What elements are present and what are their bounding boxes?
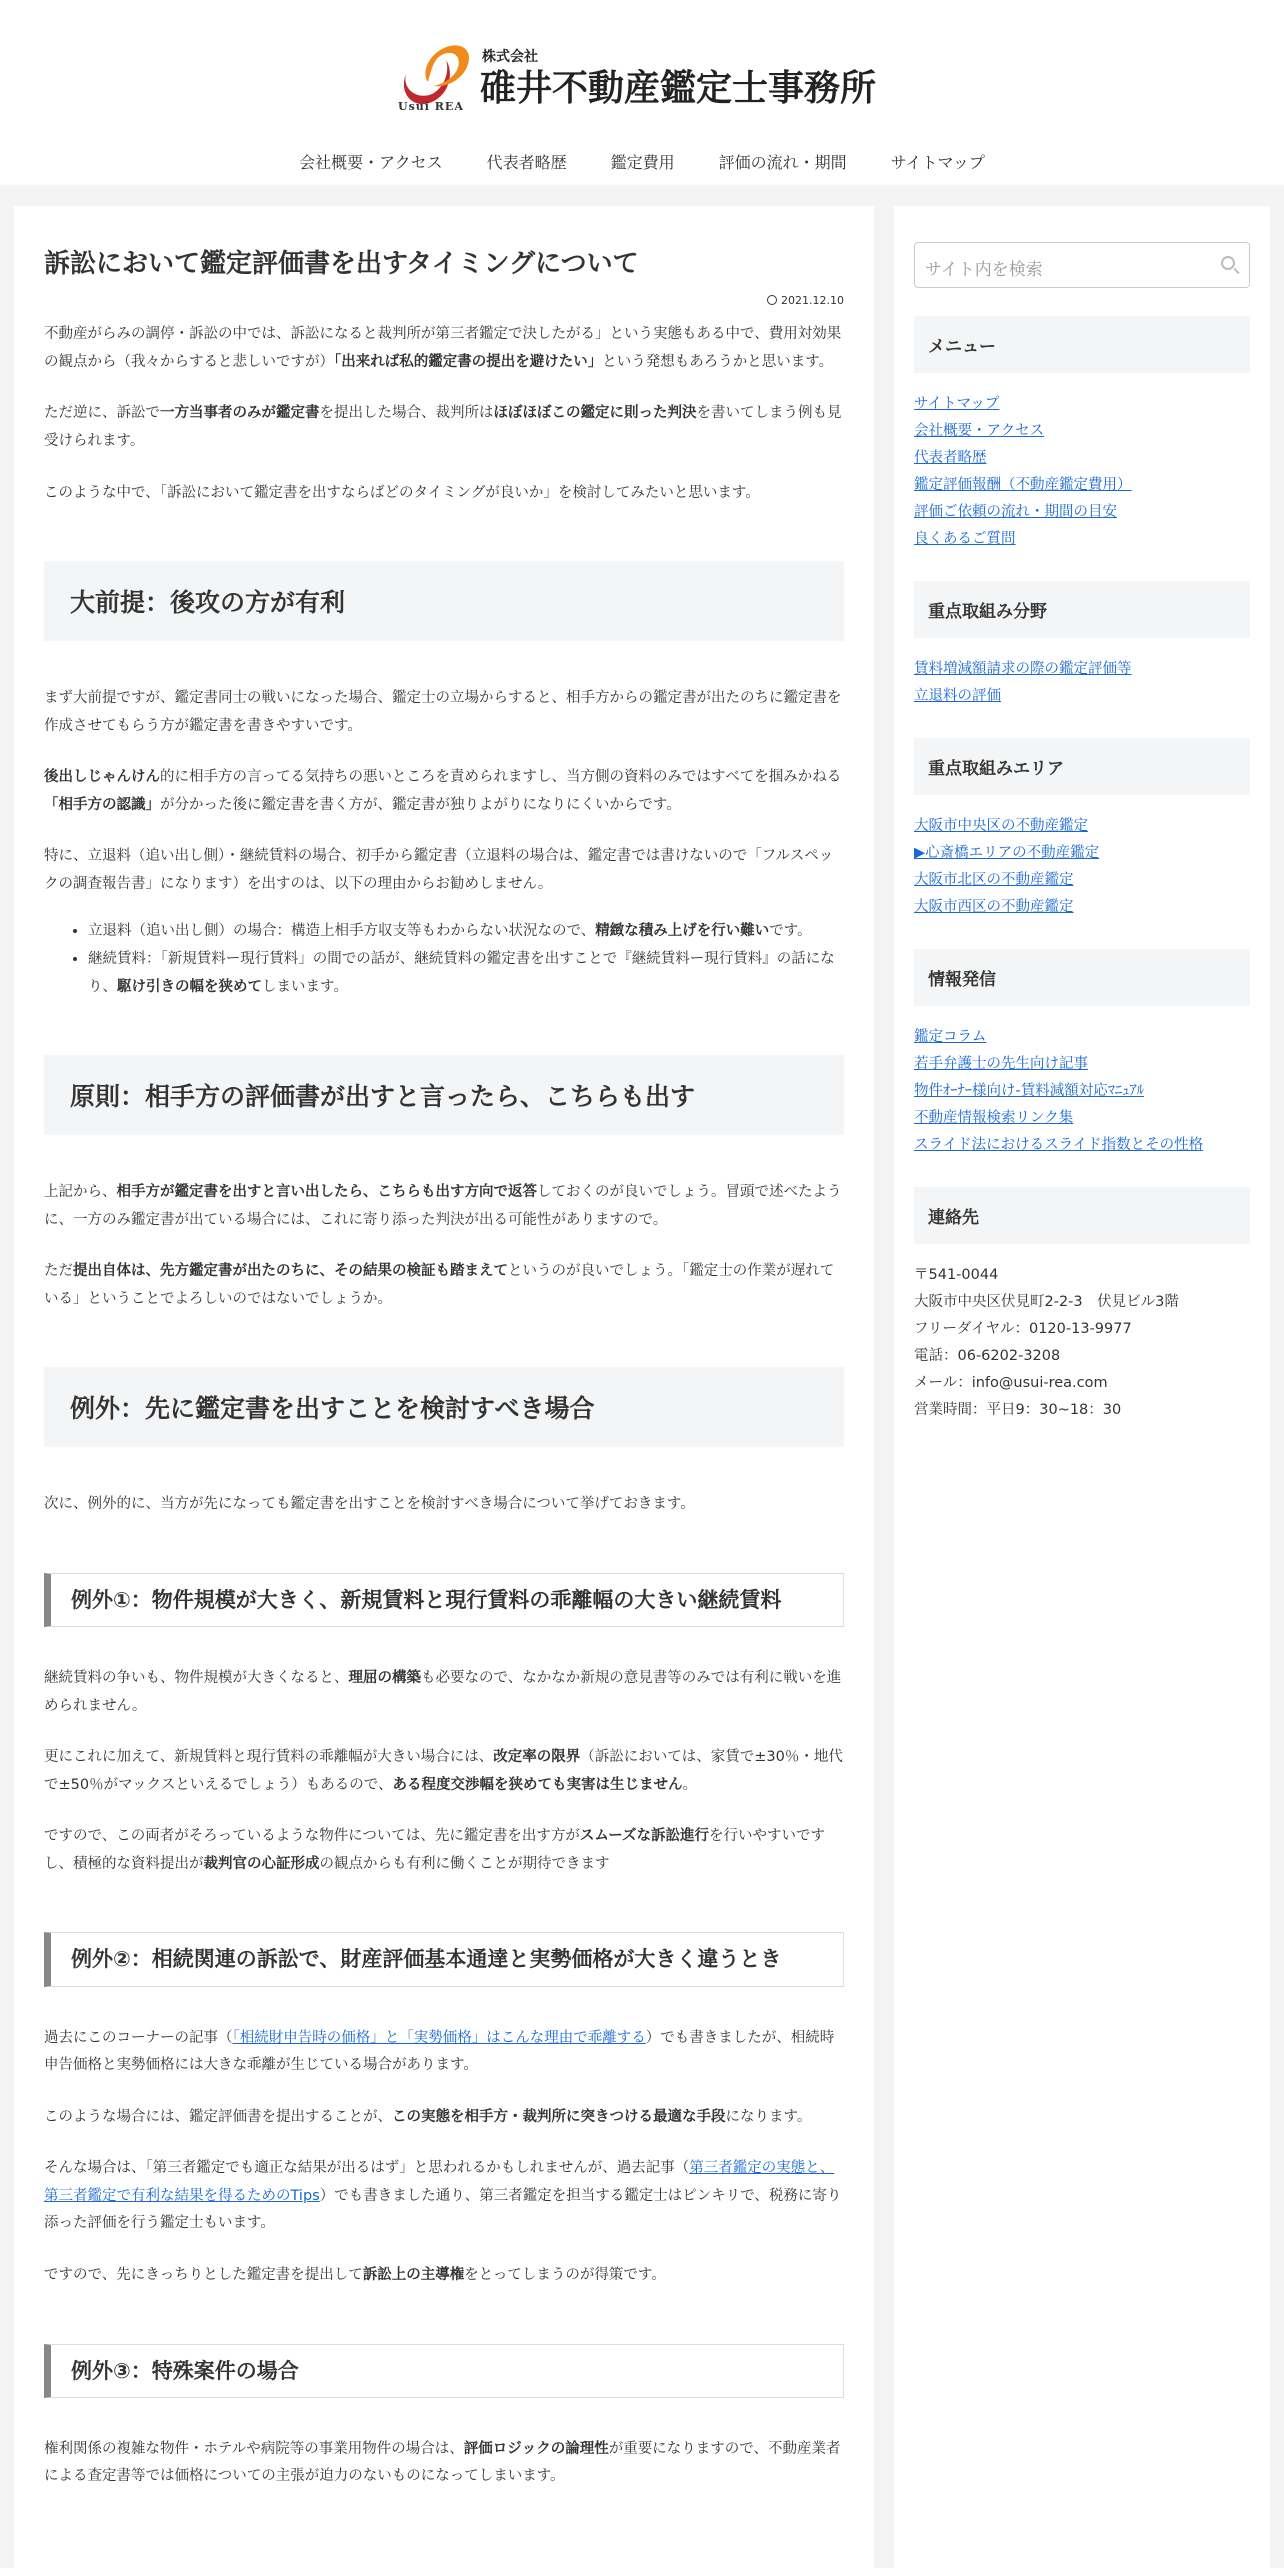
site-header bbox=[0, 0, 1284, 185]
menu-link-faq[interactable]: 良くあるご質問 bbox=[914, 531, 1016, 547]
logo-kaisha-text: 株式会社 bbox=[482, 49, 538, 65]
article-link-third-party[interactable]: 第三者鑑定の実態と、第三者鑑定で有利な結果を得るためのTips bbox=[44, 2160, 835, 2204]
info-link-search[interactable]: 不動産情報検索リンク集 bbox=[914, 1110, 1074, 1126]
sidebar bbox=[894, 206, 1270, 2568]
widget-title-focus: 重点取組み分野 bbox=[914, 581, 1250, 638]
focus-links bbox=[914, 656, 1250, 710]
premise-paragraph-2: 後出しじゃんけん的に相手方の言ってる気持ちの悪いところを責められますし、当方側の資料のみではすべてを掴みかねる「相手方の認識」が分かった後に鑑定書を書く方が、鑑定書が独りよがりになりにくいからです。 bbox=[44, 769, 842, 813]
contact-postal: 〒541-0044 bbox=[914, 1267, 999, 1283]
nav-sitemap[interactable]: サイトマップ bbox=[890, 153, 985, 172]
widget-title-area: 重点取組みエリア bbox=[914, 738, 1250, 795]
heading-principle: 原則：相手方の評価書が出すと言ったら、こちらも出す bbox=[44, 1055, 844, 1135]
area-link-shinsaibashi[interactable]: ▶心斎橋エリアの不動産鑑定 bbox=[914, 845, 1100, 861]
nav-profile[interactable]: 代表者略歴 bbox=[486, 153, 567, 172]
exception2-paragraph-3: そんな場合は、「第三者鑑定でも適正な結果が出るはず」と思われるかもしれませんが、過去記事（第三者鑑定の実態と、第三者鑑定で有利な結果を得るためのTips）でも書きました通り、第三者鑑定を担当する鑑定士はピンキリで、税務に寄り添った評価を行う鑑定士もいます。 bbox=[44, 2160, 842, 2232]
info-link-slide[interactable]: スライド法におけるスライド指数とその性格 bbox=[914, 1137, 1204, 1153]
exception-paragraph-1: 次に、例外的に、当方が先になっても鑑定書を出すことを検討すべき場合について挙げておきます。 bbox=[44, 1496, 695, 1513]
contact-info bbox=[914, 1262, 1250, 1424]
contact-hours: 営業時間：平日9：30~18：30 bbox=[914, 1402, 1122, 1418]
heading-exception-3: 例外③：特殊案件の場合 bbox=[44, 2344, 844, 2398]
site-logo[interactable] bbox=[398, 42, 898, 118]
logo-name-text: 碓井不動産鑑定士事務所 bbox=[480, 68, 877, 109]
nav-flow[interactable]: 評価の流れ・期間 bbox=[718, 153, 847, 172]
intro-paragraph-2: ただ逆に、訴訟で一方当事者のみが鑑定書を提出した場合、裁判所はほぼほぼこの鑑定に則った判決を書いてしまう例も見受けられます。 bbox=[44, 405, 842, 450]
main-article bbox=[14, 206, 874, 2568]
premise-paragraph-3: 特に、立退料（追い出し側）・継続賃料の場合、初手から鑑定書（立退料の場合は、鑑定書では書けないので「フルスペックの調査報告書」になります）を出すのは、以下の理由からお勧めしません。 bbox=[44, 848, 834, 892]
logo-sub-text: Usui REA bbox=[398, 100, 464, 113]
info-link-column[interactable]: 鑑定コラム bbox=[914, 1029, 987, 1045]
search-placeholder: サイト内を検索 bbox=[925, 260, 1043, 280]
info-link-owner[interactable]: 物件ｵｰﾅｰ様向け-賃料減額対応ﾏﾆｭｱﾙ bbox=[914, 1083, 1144, 1099]
area-link-kita[interactable]: 大阪市北区の不動産鑑定 bbox=[914, 872, 1074, 888]
contact-freedial: フリーダイヤル：0120-13-9977 bbox=[914, 1321, 1132, 1337]
global-nav bbox=[0, 150, 1284, 173]
exception2-paragraph-4: ですので、先にきっちりとした鑑定書を提出して訴訟上の主導権をとってしまうのが得策です。 bbox=[44, 2267, 666, 2284]
widget-title-menu: メニュー bbox=[914, 316, 1250, 373]
area-links bbox=[914, 813, 1250, 921]
focus-link-eviction[interactable]: 立退料の評価 bbox=[914, 688, 1001, 704]
search-icon[interactable] bbox=[1221, 256, 1235, 270]
contact-address: 大阪市中央区伏見町2-2-3 伏見ビル3階 bbox=[914, 1294, 1179, 1310]
clock-icon bbox=[767, 295, 777, 305]
premise-list bbox=[88, 918, 844, 1001]
heading-exception-1: 例外①：物件規模が大きく、新規賃料と現行賃料の乖離幅の大きい継続賃料 bbox=[44, 1573, 844, 1627]
premise-paragraph-1: まず大前提ですが、鑑定書同士の戦いになった場合、鑑定士の立場からすると、相手方からの鑑定書が出たのちに鑑定書を作成させてもらう方が鑑定書を書きやすいです。 bbox=[44, 690, 842, 734]
exception1-paragraph-3: ですので、この両者がそろっているような物件については、先に鑑定書を出す方がスムーズな訴訟進行を行いやすいですし、積極的な資料提出が裁判官の心証形成の観点からも有利に働くことが期待できます bbox=[44, 1828, 825, 1872]
menu-link-sitemap[interactable]: サイトマップ bbox=[914, 396, 1000, 412]
intro-paragraph-3: このような中で、「訴訟において鑑定書を出すならばどのタイミングが良いか」を検討してみたいと思います。 bbox=[44, 484, 760, 501]
contact-email: メール：info@usui-rea.com bbox=[914, 1375, 1108, 1391]
principle-paragraph-2: ただ提出自体は、先方鑑定書が出たのちに、その結果の検証も踏まえてというのが良いでしょう。「鑑定士の作業が遅れている」ということでよろしいのではないでしょうか。 bbox=[44, 1263, 835, 1307]
menu-link-profile[interactable]: 代表者略歴 bbox=[914, 450, 987, 466]
principle-paragraph-1: 上記から、相手方が鑑定書を出すと言い出したら、こちらも出す方向で返答しておくのが良いでしょう。冒頭で述べたように、一方のみ鑑定書が出ている場合には、これに寄り添った判決が出る可能性がありますので。 bbox=[44, 1184, 842, 1228]
heading-exception: 例外：先に鑑定書を出すことを検討すべき場合 bbox=[44, 1367, 844, 1447]
exception1-paragraph-1: 継続賃料の争いも、物件規模が大きくなると、理屈の構築も必要なので、なかなか新規の意見書等のみでは有利に戦いを進められません。 bbox=[44, 1670, 842, 1714]
article-link-inheritance[interactable]: 「相続財申告時の価格」と「実勢価格」はこんな理由で乖離する bbox=[232, 2029, 646, 2046]
list-item: • 継続賃料：「新規賃料ー現行賃料」の間での話が、継続賃料の鑑定書を出すことで『継続賃料ー現行賃料』の話になり、駆け引きの幅を狭めてしまいます。 bbox=[88, 946, 844, 1001]
search-input[interactable] bbox=[914, 242, 1250, 288]
info-links bbox=[914, 1024, 1250, 1159]
widget-title-contact: 連絡先 bbox=[914, 1187, 1250, 1244]
area-link-nishi[interactable]: 大阪市西区の不動産鑑定 bbox=[914, 899, 1074, 915]
intro-paragraph-1: 不動産がらみの調停・訴訟の中では、訴訟になると裁判所が第三者鑑定で決したがる」という実態もある中で、費用対効果の観点から（我々からすると悲しいですが）「出来れば私的鑑定書の提出を避けたい」という発想もあろうかと思います。 bbox=[44, 326, 842, 370]
contact-phone: 電話：06-6202-3208 bbox=[914, 1348, 1061, 1364]
menu-link-company[interactable]: 会社概要・アクセス bbox=[914, 423, 1045, 439]
article-date bbox=[44, 294, 844, 307]
widget-title-info: 情報発信 bbox=[914, 949, 1250, 1006]
nav-company[interactable]: 会社概要・アクセス bbox=[299, 153, 443, 172]
menu-link-fee[interactable]: 鑑定評価報酬（不動産鑑定費用） bbox=[914, 477, 1132, 493]
article-title: 訴訟において鑑定評価書を出すタイミングについて bbox=[44, 249, 639, 279]
exception3-paragraph-1: 権利関係の複雑な物件・ホテルや病院等の事業用物件の場合は、評価ロジックの論理性が重要になりますので、不動産業者による査定書等では価格についての主張が迫力のないものになってしまいます。 bbox=[44, 2440, 841, 2485]
heading-exception-2: 例外②：相続関連の訴訟で、財産評価基本通達と実勢価格が大きく違うとき bbox=[44, 1932, 844, 1986]
heading-premise: 大前提：後攻の方が有利 bbox=[44, 561, 844, 641]
exception2-paragraph-1: 過去にこのコーナーの記事（「相続財申告時の価格」と「実勢価格」はこんな理由で乖離する）でも書きましたが、相続時申告価格と実勢価格には大きな乖離が生じている場合があります。 bbox=[44, 2029, 835, 2074]
info-link-lawyer[interactable]: 若手弁護士の先生向け記事 bbox=[914, 1056, 1088, 1072]
exception1-paragraph-2: 更にこれに加えて、新規賃料と現行賃料の乖離幅が大きい場合には、改定率の限界（訴訟においては、家賃で±30％・地代で±50％がマックスといえるでしょう）もあるので、ある程度交渉幅を狭めても実害は生じません。 bbox=[44, 1749, 843, 1793]
exception2-paragraph-2: このような場合には、鑑定評価書を提出することが、この実態を相手方・裁判所に突きつける最適な手段になります。 bbox=[44, 2108, 812, 2125]
list-item: • 立退料（追い出し側）の場合：構造上相手方収支等もわからない状況なので、精緻な積み上げを行い難いです。 bbox=[88, 918, 844, 946]
nav-fee[interactable]: 鑑定費用 bbox=[610, 153, 675, 172]
area-link-chuo[interactable]: 大阪市中央区の不動産鑑定 bbox=[914, 818, 1088, 834]
article-date-text: 2021.12.10 bbox=[781, 294, 844, 308]
menu-links bbox=[914, 391, 1250, 553]
focus-link-rent[interactable]: 賃料増減額請求の際の鑑定評価等 bbox=[914, 661, 1132, 677]
menu-link-flow[interactable]: 評価ご依頼の流れ・期間の目安 bbox=[914, 504, 1117, 520]
